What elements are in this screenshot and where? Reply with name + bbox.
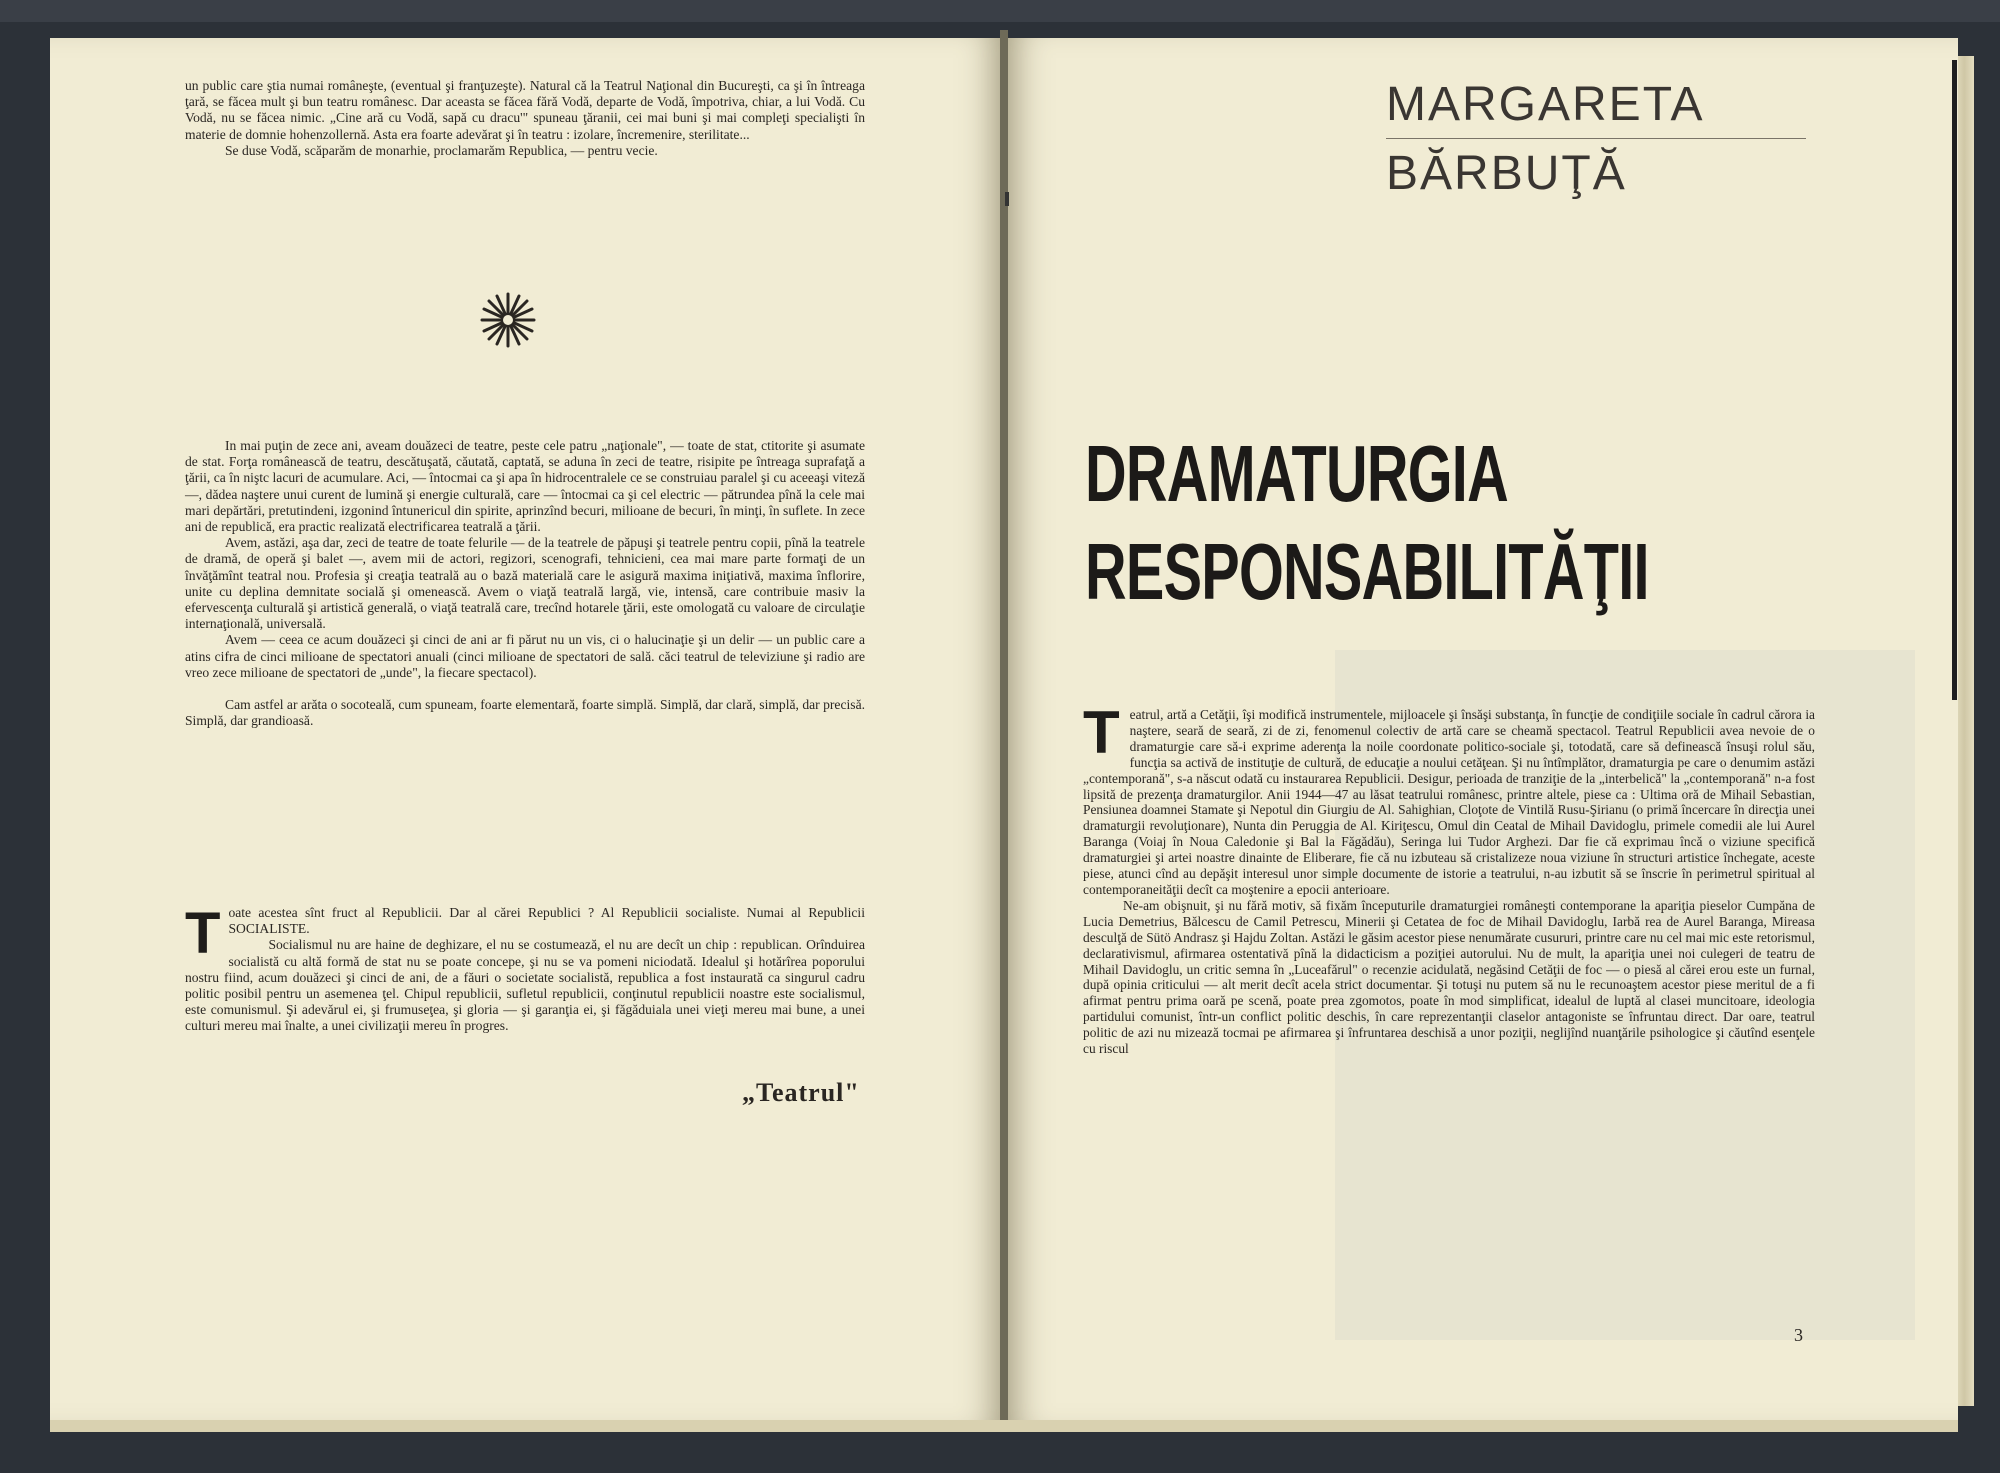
left-paragraph-drop-block <box>185 901 865 1035</box>
left-paragraph-drop-1: oate acestea sînt fruct al Republicii. Dar al cărei Republici ? Al Republicii socialiste. Numai al Republicii SOCIALISTE. <box>228 905 865 937</box>
sunburst-ornament <box>478 290 538 350</box>
right-dropcap: T <box>1083 699 1120 766</box>
right-paragraph-1: eatrul, artă a Cetăţii, îşi modifică instrumentele, mijloacele şi însăşi substanţa, în funcţie de condiţiile sociale în cadrul cărora ia naştere, seară de seară, zi de zi, fenomenul colectiv de artă care se cheamă spectacol. Teatrul Republicii avea nevoie de o dramaturgie care să-i exprime aderenţa la noile coordonate politico-sociale şi, totodată, care să definească însuşi rolul său, funcţia sa activă de instituţie de cultură, de educaţie a noului cetăţean. Şi nu întîmplător, dramaturgia pe care o denumim astăzi „contemporană", s-a născut odată cu instaurarea Republicii. Desigur, perioada de tranziţie de la „interbelică" la „contemporană" n-a fost lipsită de prezenţa dramaturgilor. Anii 1944—47 au lăsat teatrului românesc, printre altele, piese ca : Ultima oră de Mihail Sebastian, Pensiunea doamnei Stamate şi Nepotul din Giurgiu de Al. Sahighian, Cloţote de Vintilă Rusu-Şirianu (o primă încercare în direcţia unei dramaturgii revoluţionare), Nunta din Peruggia de Al. Kiriţescu, Omul din Ceatal de Mihail Davidoglu, primele comedii ale lui Aurel Baranga (Voiaj în Noua Caledonie şi Bal la Făgădău), Seringa lui Tudor Arghezi. Dar fie că exprimau încă o viziune specifică dramaturgiei şi artei noastre dinainte de Eliberare, fie că nu izbuteau să cristalizeze noua viziune în structuri artistice închegate, aceste piese, atunci cînd au depăşit interesul unor simple documente de istorie a teatrului, n-au izbutit să se înscrie în perimetrul spiritual al contemporaneităţii decît ca moştenire a epocii anterioare. <box>1083 707 1815 897</box>
page-number: 3 <box>1794 1325 1803 1345</box>
page-stack-edge <box>1958 56 1974 1406</box>
headline-line-2: RESPONSABILITĂŢII <box>1085 527 1649 616</box>
article-headline <box>1085 425 1649 621</box>
author-last-name: BĂRBUŢĂ <box>1386 147 1627 200</box>
left-page <box>50 38 1003 1423</box>
left-dropcap: T <box>185 901 221 966</box>
page-bottom-edge <box>50 1420 1958 1432</box>
author-name <box>1386 74 1836 205</box>
book-spine <box>1000 30 1008 1430</box>
left-paragraph-mid-3: Avem — ceea ce acum douăzeci şi cinci de ani ar fi părut nu un vis, ci o halucinaţie şi un delir — un public care a atins cifra de cinci milioane de spectatori anuali (cinci milioane de spectatori de sală. căci teatrul de televiziune şi radio are vreo zece milioane de spectatori de „unde", la fiecare spectacol). <box>185 632 865 680</box>
right-article-body <box>1083 699 1815 1057</box>
left-paragraph-mid-1: In mai puţin de zece ani, aveam douăzeci de teatre, peste cele patru „naţionale", — toate de stat, ctitorite şi asumate de stat. Forţa românească de teatru, descătuşată, căutată, captată, se aduna în zeci de teatre, risipite pe întreaga suprafaţă a ţării, ca în niştc lacuri de acumulare. Aci, — întocmai ca şi apa în hidrocentralele ce se construiau paralel şi cu aceeaşi viteză —, dădea naştere unui curent de lumină şi energie culturală, care — întocmai ca şi cel electric — pătrundea pînă la cele mai mari depărtări, pretutindeni, izgonind întunericul din spirite, aprinzînd becuri, milioane de becuri, în minţi, în suflete. In zece ani de republică, era practic realizată electrificarea teatrală a ţării. <box>185 438 865 535</box>
headline-line-1: DRAMATURGIA <box>1085 429 1508 518</box>
left-paragraph-top: un public care ştia numai româneşte, (eventual şi franţuzeşte). Natural că la Teatrul Naţional din Bucureşti, ca şi în întreaga ţară, se făcea mult şi bun teatru românesc. Dar aceasta se făcea fără Vodă, departe de Vodă, împotriva, chiar, a lui Vodă. Cu Vodă, nu se făcea nimic. „Cine ară cu Vodă, sapă cu dracu'" spuneau ţăranii, cei mai buni şi mai compleţi specialişti în materie de domnie hohenzollernă. Asta era foarte adevărat şi în teatru : izolare, încremenire, sterilitate... <box>185 78 865 142</box>
left-paragraph-mid-block <box>185 438 865 729</box>
left-paragraph-closing: Cam astfel ar arăta o socoteală, cum spuneam, foarte elementară, foarte simplă. Simplă, dar clară, simplă, dar precisă. Simplă, dar grandioasă. <box>185 697 865 729</box>
signature: „Teatrul" <box>742 1078 860 1107</box>
author-first-name: MARGARETA <box>1386 78 1705 131</box>
left-paragraph-mid-2: Avem, astăzi, aşa dar, zeci de teatre de toate felurile — de la teatrele de păpuşi şi teatrele pentru copii, pînă la teatrele de dramă, de operă şi balet —, avem mii de actori, regizori, scenografi, tehnicieni, cea mai mare parte formaţi de un învăţămînt teatral nou. Profesia şi creaţia teatrală au o bază materială care le asigură maxima iniţiativă, maxima înflorire, unite cu deplina demnitate socială şi omenească. Avem o viaţă teatrală largă, vie, intensă, care contribuie masiv la efervescenţa culturală şi artistică generală, o viaţă teatrală care, trecînd hotarele ţării, este omologată cu valoare de circulaţie internaţională, universală. <box>185 535 865 632</box>
right-paragraph-2: Ne-am obişnuit, şi nu fără motiv, să fixăm începuturile dramaturgiei româneşti contemporane la apariţia pieselor Cumpăna de Lucia Demetrius, Bălcescu de Camil Petrescu, Minerii şi Cetatea de foc de Mihail Davidoglu, Iarbă rea de Aurel Baranga, Mireasa desculţă de Sütö Andrasz şi Hajdu Zoltan. Astăzi le găsim acestor piese nenumărate cusururi, printre care nu cel mai mic este retorismul, declarativismul, afirmarea ostentativă pînă la didacticism a poziţiei autorului. Nu de mult, la apariţia unei noi culegeri de teatru de Mihail Davidoglu, un critic semna în „Luceafărul" o recenzie acidulată, negăsind Cetăţii de foc — o piesă al cărei erou este un furnal, după opinia criticului — alt merit decît acela strict documentar. Şi totuşi nu putem să nu le recunoaştem acestor piese meritul de a fi afirmat pentru prima oară pe scenă, poate prea zgomotos, poate în mod simplificat, idealul de luptă al clasei muncitoare, ideologia partidului comunist, într-un conflict politic deschis, în care reprezentanţii claselor antagoniste se înfruntau direct. Dar oare, teatrul politic de azi nu mizează tocmai pe afirmarea şi înfruntarea deschisă a unor poziţii, neglijînd nuanţările psihologice şi căutînd esenţele cu riscul <box>1083 897 1815 1057</box>
author-rule <box>1386 138 1806 139</box>
left-paragraph-top-block <box>185 78 865 159</box>
left-paragraph-drop-2: Socialismul nu are haine de deghizare, el nu se costumează, el nu are decît un chip : republican. Orînduirea socialistă cu altă formă de stat nu se poate concepe, şi nu se va pomeni niciodată. Idealul şi hotărîrea poporului nostru fiind, acum douăzeci şi cinci de ani, de a făuri o societate socialistă, republica a fost instaurată ca singurul cadru politic posibil pentru un asemenea ţel. Chipul republicii, sufletul republicii, conţinutul republicii noastre este socialismul, este comunismul. Şi adevărul ei, şi frumuseţea, şi gloria — şi garanţia ei, şi făgăduiala unei vieţi mereu mai bune, a unei culturi mereu mai înalte, a unei civilizaţii mereu în progres. <box>185 937 865 1034</box>
left-paragraph-top-2: Se duse Vodă, scăparăm de monarhie, proclamarăm Republica, — pentru vecie. <box>225 142 658 158</box>
edge-bar <box>1952 60 1957 700</box>
margin-mark <box>1005 192 1009 206</box>
